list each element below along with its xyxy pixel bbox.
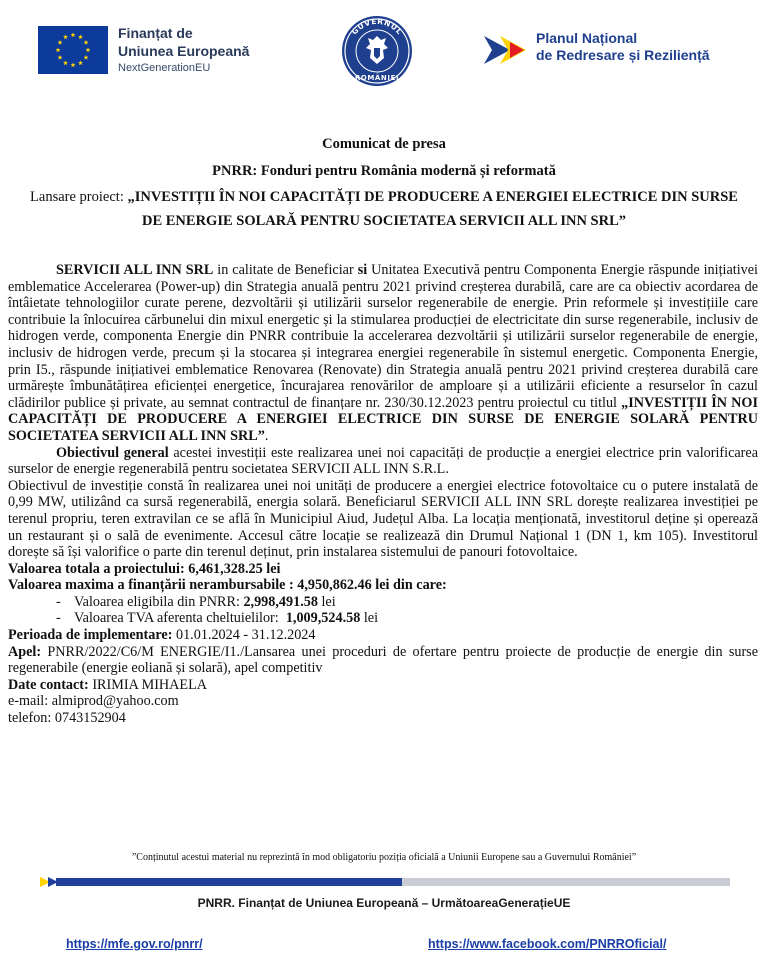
call-value: PNRR/2022/C6/M ENERGIE/I1./Lansarea unei proceduri de ofertare pentru proiecte de producție de energie din surse regenerabile (energie eoliană și solară), apel competitiv (8, 643, 758, 677)
mfe-link[interactable]: https://mfe.gov.ro/pnrr/ (66, 937, 203, 951)
project-label: Lansare proiect: (30, 189, 124, 205)
eu-logo-line1: Finanțat de (118, 25, 193, 41)
facebook-link[interactable]: https://www.facebook.com/PNRROficial/ (428, 937, 667, 951)
intro-text-a: in calitate de Beneficiar (213, 262, 358, 278)
project-heading (0, 188, 768, 206)
intro-project-title: „INVESTIȚII ÎN NOI CAPACITĂȚI DE PRODUCERE A ENERGIEI ELECTRICE DIN SURSE DE ENERGIE SOLARĂ PENTRU SOCIETATEA SERVICII ALL INN SRL” (8, 394, 758, 444)
eu-logo-line2: Uniunea Europeană (118, 43, 250, 59)
intro-si: si (357, 262, 368, 278)
eligible-value-label: Valoarea eligibila din PNRR: (74, 593, 244, 610)
intro-end: . (264, 427, 269, 444)
call-label: Apel: (8, 643, 42, 660)
footer-title: PNRR. Finanțat de Uniunea Europeană – UrmătoareaGenerațieUE (197, 896, 571, 910)
period-label: Perioada de implementare: (8, 627, 173, 644)
footer-bar-grey (402, 878, 730, 886)
contact-value: IRIMIA MIHAELA (88, 676, 207, 693)
pnrr-logo (480, 30, 720, 78)
paragraph-intro (8, 262, 758, 445)
vat-value: 1,009,524.58 (285, 610, 361, 627)
pnrr-logo-line1: Planul Național (536, 30, 638, 46)
objective-text: acestei investiții este realizarea unei noi capacități de producție a energiei electrice prin valorificarea surselor de energie regenerabilă pentru societatea SERVICII ALL INN S.R.L. (8, 444, 758, 478)
eu-flag-icon (38, 26, 108, 74)
implementation-period (8, 627, 758, 644)
footer-color-bar (40, 876, 730, 886)
total-value: Valoarea totala a proiectului: 6,461,328.25 lei (8, 560, 281, 577)
contact-info (8, 677, 758, 694)
company-name: SERVICII ALL INN SRL (56, 262, 214, 278)
footer-bar-blue (56, 878, 402, 886)
call-info (8, 644, 758, 677)
list-dash: - (56, 593, 61, 610)
vat-value-unit: lei (360, 610, 379, 627)
pnrr-arrow-icon (480, 32, 532, 68)
footer-arrow-icon (40, 876, 62, 888)
contact-email: e-mail: almiprod@yahoo.com (8, 693, 179, 710)
press-release-body (8, 262, 758, 727)
pnrr-logo-line2: de Redresare și Reziliență (536, 47, 710, 63)
contact-phone: telefon: 0743152904 (8, 710, 126, 727)
list-item (56, 594, 758, 611)
paragraph-investment: Obiectivul de investiție constă în realizarea unei noi unități de producere a energiei electrice fotovoltaice cu o putere instalată de 0,99 MW, utilizând ca sursă regenerabilă, energia solară. Beneficiarul SERVICII ALL INN SRL dorește realizarea investiției pe terenul propriu, teren extravilan ce se află în Municipiul Aiud, Județul Alba. La locația menționată, investitorul deține și operează un restaurant și o sală de evenimente. Accesul către locație se realizează din Drumul Național 1 (DN 1, km 105). Investitorul dorește să își valorifice o parte din terenul deținut, prin instalarea sistemului de panouri fotovoltaice. (8, 477, 758, 561)
project-title-line2: DE ENERGIE SOLARĂ PENTRU SOCIETATEA SERVICII ALL INN SRL” (141, 213, 627, 229)
contact-label: Date contact: (8, 676, 89, 693)
project-title-line1: „INVESTIȚII ÎN NOI CAPACITĂȚI DE PRODUCERE A ENERGIEI ELECTRICE DIN SURSE (127, 189, 738, 205)
list-dash: - (56, 610, 61, 627)
disclaimer: ”Conținutul acestui material nu reprezintă în mod obligatoriu poziția oficială a Uniunii Europene sau a Guvernului României” (131, 852, 637, 863)
funding-breakdown-list (56, 594, 758, 627)
eu-logo-line3: NextGenerationEU (118, 62, 211, 74)
page-subtitle: PNRR: Fonduri pentru România modernă și reformată (212, 163, 556, 179)
vat-value-label: Valoarea TVA aferenta cheltuielilor: (74, 610, 286, 627)
eligible-value: 2,998,491.58 (243, 593, 318, 610)
page-title: Comunicat de presa (322, 136, 446, 152)
svg-text:GUVERNUL: GUVERNUL (349, 16, 405, 37)
intro-text-b: Unitatea Executivă pentru Componenta Energie răspunde inițiativei emblematice Accelerarea (Power-up) din Strategia anuală pentru 2021 privind creșterea durabilă, care are ca obiectiv acordarea de întâietate tehnologiilor curate perene, dezvoltării și utilizării surselor regenerabile de energie. Prin reformele și investițiile care contribuie la înlocuirea cărbunelui din mixul energetic și la stimularea producției de electricitate din surse regenerabile, inclusiv de hidrogen verde, componenta Energie din PNRR contribuie la accelerarea dezvoltării și utilizării surselor regenerabile de energie, inclusiv de hidrogen verde, precum și la stocarea și integrarea energiei regenerabile în sistemul energetic. Componenta Energie, prin I5., răspunde inițiativei emblematice Renovarea (Renovate) din Strategia anuală pentru 2021 privind creșterea durabilă care urmărește îmbunătățirea eficienței energetice, încurajarea renovărilor de amploare și a utilizării eficiente a resurselor în cazul clădirilor publice și private, au semnat contractul de finanțare nr. 230/30.12.2023 pentru proiectul cu titlul (8, 262, 758, 411)
max-funding-value: Valoarea maxima a finanțării nerambursabile : 4,950,862.46 lei din care: (8, 577, 447, 594)
objective-label: Obiectivul general (56, 444, 169, 461)
eligible-value-unit: lei (317, 593, 336, 610)
eu-funding-logo (38, 24, 268, 80)
svg-text:ROMÂNIEI: ROMÂNIEI (354, 74, 400, 82)
list-item (56, 610, 758, 627)
government-seal-icon (340, 14, 414, 88)
period-value: 01.01.2024 - 31.12.2024 (172, 627, 316, 644)
paragraph-objective (8, 445, 758, 478)
